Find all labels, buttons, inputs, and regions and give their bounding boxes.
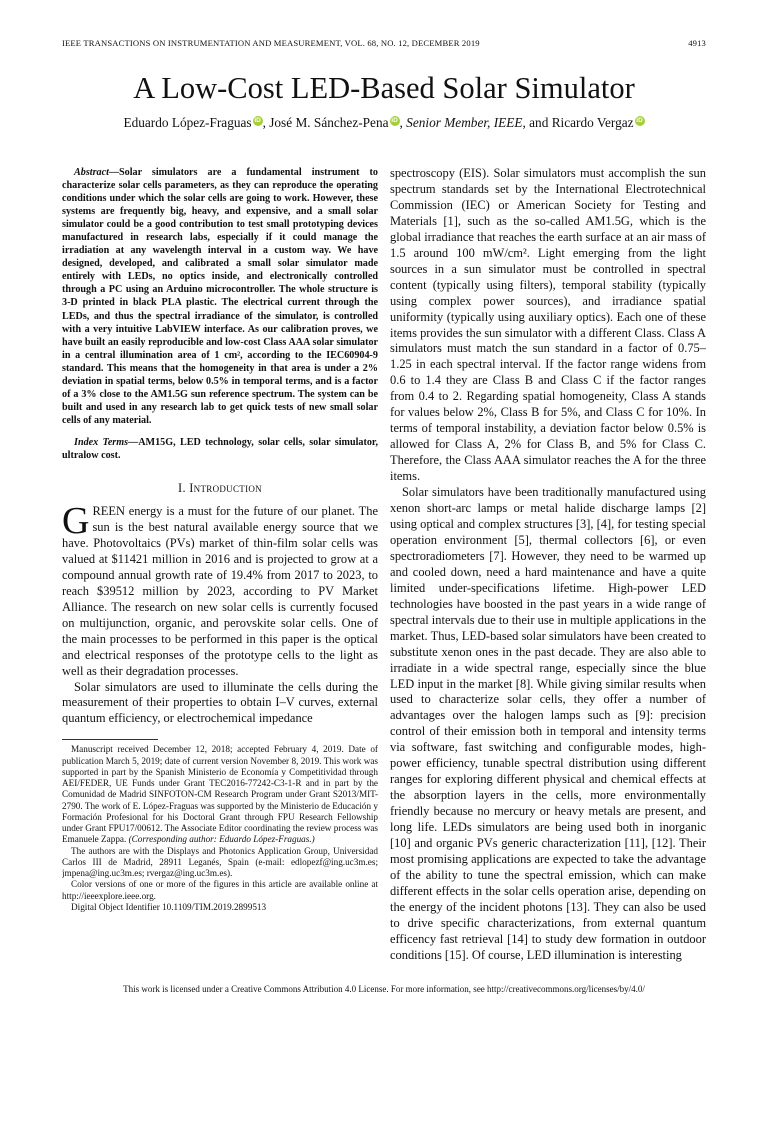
left-column xyxy=(62,166,378,1146)
footnote-color: Color versions of one or more of the figures in this article are available online at http://ieeexplore.ieee.org. xyxy=(62,879,378,901)
author-conjunction: and xyxy=(529,115,549,130)
corresponding-author: (Corresponding author: Eduardo López-Fraguas.) xyxy=(128,834,315,845)
running-head xyxy=(62,38,706,52)
abstract-text: Solar simulators are a fundamental instrument to characterize solar cells parameters, as they can reproduce the operating conditions under which the solar cells are going to work. However, these systems are frequently big, heavy, and expensive, and a small solar simulator could be a good contribution to test small prototyping devices manufactured in research labs, especially if it could manage the irradiation at any wavelength interval in a custom way. We have designed, developed, and calibrated a small solar simulator made entirely with LEDs, no optics inside, and electronically controlled through a PC using an Arduino microcontroller. The whole structure is 3-D printed in black PLA plastic. The electrical current through the LEDs, and thus the spectral irradiance of the simulator, is controlled with a very intuitive LabVIEW interface. As our calibration proves, we have built an easily reproducible and low-cost Class AAA solar simulator in a central illumination area of 1 cm², according to the IEC60904-9 standard. This means that the homogeneity in that area is under a 2% deviation in spatial terms, below 0.5% in temporal terms, and is a factor of a 3% close to the AM1.5G sun reference spectrum. The system can be built and used in any research lab to get quick tests of new small solar cells of any material. xyxy=(62,167,378,426)
section-title: Introduction xyxy=(189,481,262,496)
intro-paragraph-1 xyxy=(62,500,378,679)
footnote-manuscript-text: Manuscript received December 12, 2018; accepted February 4, 2019. Date of publication March 5, 2019; date of current version November 8, 2019. This work was supported in part by the Spanish Ministerio de Economía y Competitividad through AEI/FEDER, UE Funds under Grant TEC2016-77242-C3-1-R and in part by the Comunidad de Madrid SINFOTON-CM Research Program under Grant S2013/MIT-2790. The work of E. López-Fraguas was supported by the Ministerio de Educación y Formación Profesional for his Doctoral Grant through FPU Research Fellowship under Grant FPU17/00612. The Associate Editor coordinating the review process was Emanuele Zappa. xyxy=(62,744,378,845)
right-paragraph-1: spectroscopy (EIS). Solar simulators must accomplish the sun spectrum standards set by the International Electrotechnical Commission (IEC) or American Society for Testing and Materials [1], such as the so-called AM1.5G, which is the global irradiance that reaches the earth surface at an air mass of 1.5 around 100 mW/cm². Light emerging from the light sources in a sun simulator must be controlled in spectral content (typically using filters), temporal stability (typically using complex power sources), and irradiance spatial uniformity (typically using auxiliary optics). Each one of these items provides the sun simulator with a different Class. Class A simulators must match the sun standard in a factor of 0.75–1.25 in each spectral interval. If the factor range widens from 0.6 to 1.4 they are Class B and Class C if the factor ranges from 0.4 to 2. Regarding spatial homogeneity, Class A stands for values below 2%, Class B for 5%, and Class C for 10%. In terms of temporal instability, a deviation factor below 0.5% is allowed for Class A, 2% for Class B, and 5% for Class C. Therefore, the Class AAA simulator reaches the A for the three items. xyxy=(390,166,706,484)
license-footer: This work is licensed under a Creative Commons Attribution 4.0 License. For more information, see http://creativecommons.org/licenses/by/4.0/ xyxy=(123,984,645,994)
index-terms-label: Index Terms— xyxy=(74,436,139,448)
author-3: Ricardo Vergaz xyxy=(551,115,634,130)
author-1: Eduardo López-Fraguas xyxy=(123,115,252,130)
orcid-icon[interactable]: iD xyxy=(391,117,398,124)
footnote-manuscript xyxy=(62,744,378,845)
right-paragraph-2: Solar simulators have been traditionally manufactured using xenon short-arc lamps or metal halide discharge lamps [2] using optical and complex structures [3], [4], for testing special operation environment [5], thermal collectors [6], or even spectroradiometers [7]. However, they need to be warmed up and cooled down, need a hard maintenance and have a quite limited under-specifications lifetime. High-power LED technologies have boosted in the past years in a wide range of spectral intervals due to their use in multiple applications in the market. Thus, LED-based solar simulators have been created to substitute xenon ones in the past decade. They are also able to irradiate in a wide spectral range, especially since the blue LED input in the market [8]. While giving similar results when used to characterize solar cells, they offer a number of advantages over the halogen lamps such as [9]: precision control of their emission both in temporal and intensity terms via software, fast switching and configurable modes, high-power efficiency, tunable spectral distribution using different ranges for exploring different physical and chemical effects at the absorption layers in the cells, more environmentally friendly because no mercury or heavy metals are present, and long life. LEDs simulators are being used both in inorganic [10] and organic PVs generic characterization [11], [12]. Their most promising applications are expected to take the advantage of the ability to tune the spectral emission, which can make different effects in the solar cells operation arise, depending on the energy of the incident photons [13]. They can also be used to drive specific characterizations, from external quantum efficency fast retrieval [14] to study dew formation in outdoor conditions [15]. Of course, LED illumination is interesting xyxy=(390,485,706,962)
footnote-affiliation: The authors are with the Displays and Photonics Application Group, Universidad Carlos III de Madrid, 28911 Leganés, Spain (e-mail: edlopezf@ing.uc3m.es; jmpena@ing.uc3m.es; rvergaz@ing.uc3m.es). xyxy=(62,845,378,879)
orcid-icon[interactable]: iD xyxy=(254,117,261,124)
footnote-rule xyxy=(62,739,158,740)
intro-paragraph-1-text: REEN energy is a must for the future of our planet. The sun is the best natural available energy source that we have. Photovoltaics (PVs) market of thin-film solar cells was valued at $11421 million in 2016 and is projected to grow at a compound annual growth rate of 19.4% from 2017 to 2023, to reach $39512 million by 2023, according to PV Market Alliance. The research on new solar cells is currently focused on multijunction, organic, and perovskite solar cells. One of the main processes to be performed in this paper is the optical and electrical responses of the prototype cells to the light as well as their degradation processes. xyxy=(62,504,378,678)
author-2: José M. Sánchez-Pena xyxy=(269,115,389,130)
page-number: 4913 xyxy=(688,38,706,48)
intro-paragraph-2: Solar simulators are used to illuminate the cells during the measurement of their properties to obtain I–V curves, external quantum efficiency, or electrochemical impedance xyxy=(62,679,378,726)
right-column xyxy=(390,166,706,1146)
abstract-label: Abstract— xyxy=(74,167,120,178)
author-line: Eduardo López-Fraguas iD , José M. Sánchez-Pena iD , Senior Member, IEEE, and Ricardo Vergaz iD xyxy=(123,115,643,130)
footnote-doi: Digital Object Identifier 10.1109/TIM.2019.2899513 xyxy=(71,901,267,912)
paper-title: A Low-Cost LED-Based Solar Simulator xyxy=(133,71,635,105)
drop-cap: G xyxy=(62,500,90,543)
index-terms-text: AM15G, LED technology, solar cells, solar simulator, ultralow cost. xyxy=(62,436,378,461)
section-heading xyxy=(62,480,378,496)
section-number: I. xyxy=(178,481,186,496)
abstract xyxy=(62,166,378,427)
orcid-icon[interactable]: iD xyxy=(636,117,643,124)
author-2-role: Senior Member, IEEE xyxy=(406,115,523,130)
journal-header: IEEE TRANSACTIONS ON INSTRUMENTATION AND MEASUREMENT, VOL. 68, NO. 12, DECEMBER 2019 xyxy=(62,38,480,48)
index-terms xyxy=(62,436,378,462)
